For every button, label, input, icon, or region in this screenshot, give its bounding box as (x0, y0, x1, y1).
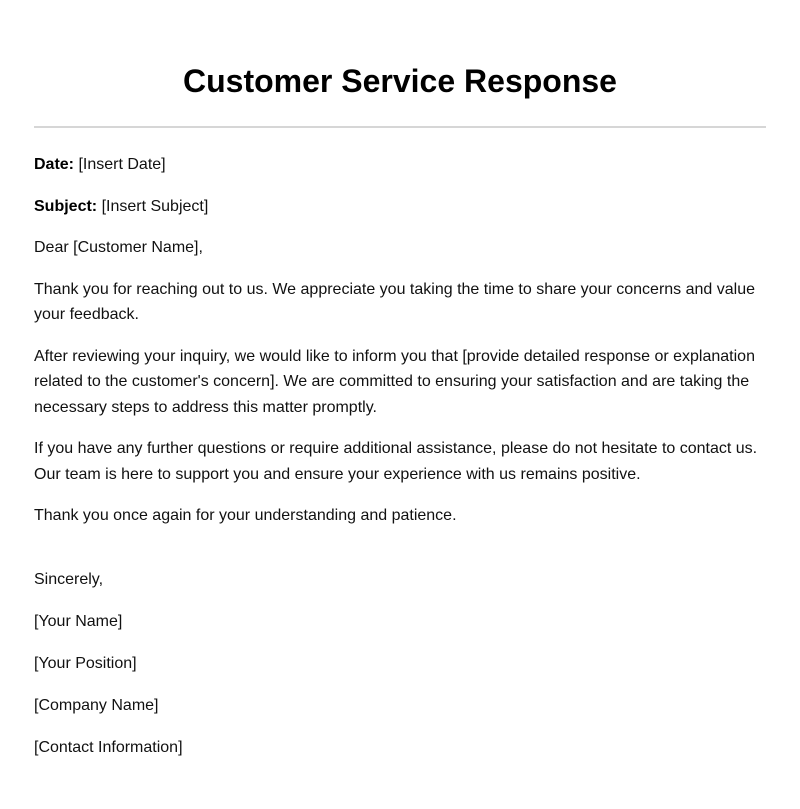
body-paragraph-3: If you have any further questions or require additional assistance, please do not hesitate to contact us. Our team is here to support you and ensure your experience with us remains positive. (34, 440, 758, 483)
title-divider (34, 126, 766, 128)
signature-company: [Company Name] (34, 696, 159, 714)
subject-label: Subject: (34, 197, 98, 215)
subject-line (34, 194, 766, 220)
signature-contact: [Contact Information] (34, 738, 183, 756)
date-value: [Insert Date] (78, 156, 166, 173)
closing-block (34, 567, 766, 761)
date-line (34, 152, 766, 178)
closing: Sincerely, (34, 570, 104, 588)
body-paragraph-1: Thank you for reaching out to us. We appreciate you taking the time to share your concerns and value your feedback. (34, 280, 756, 323)
signature-name: [Your Name] (34, 612, 123, 630)
date-label: Date: (34, 156, 75, 173)
subject-value: [Insert Subject] (101, 197, 209, 215)
body-paragraph-4: Thank you once again for your understanding and patience. (34, 507, 457, 524)
greeting: Dear [Customer Name], (34, 239, 203, 256)
document-title: Customer Service Response (183, 63, 617, 99)
body-paragraph-2: After reviewing your inquiry, we would like to inform you that [provide detailed response or explanation related to the customer's concern]. We are committed to ensuring your satisfaction and are taking the necessary steps to address this matter promptly. (34, 347, 755, 416)
letter-body (34, 152, 766, 760)
signature-position: [Your Position] (34, 654, 137, 672)
